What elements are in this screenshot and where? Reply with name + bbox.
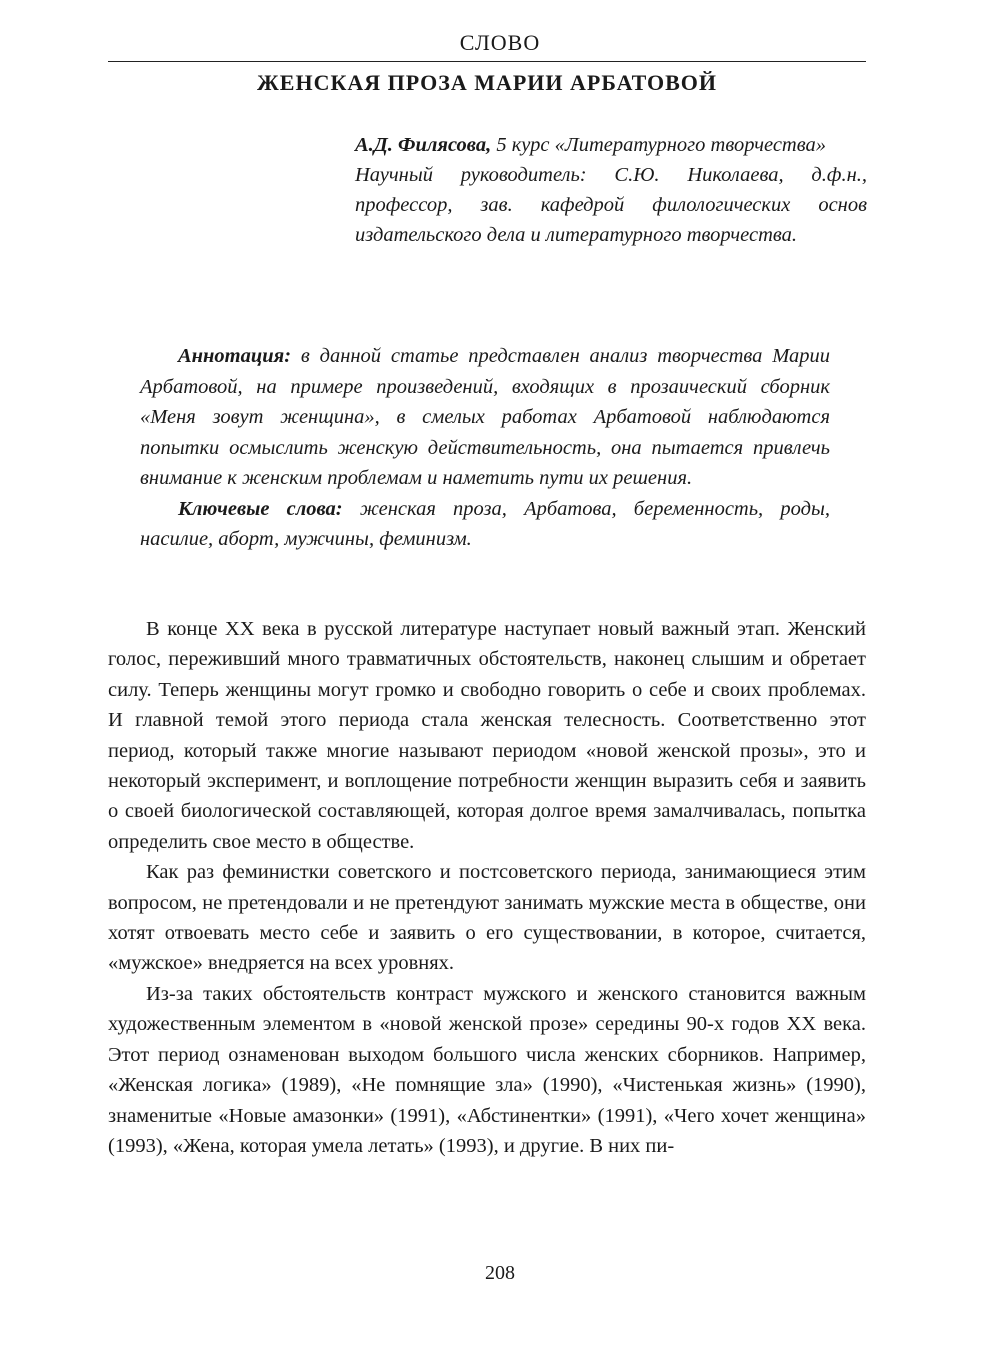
keywords-label: Ключевые слова: (178, 497, 343, 520)
body-paragraph-3: Из-за таких обстоятельств контраст мужского и женского становится важным художественным элементом в «новой женской прозе» середины 90-х годов XX века. Этот период ознаменован выходом большого числа женских сборников. Например, «Женская логика» (1989), «Не помнящие зла» (1990), «Чистенькая жизнь» (1990), знаменитые «Новые амазонки» (1991), «Абстинентки» (1991), «Чего хочет женщина» (1993), «Жена, которая умела летать» (1993), и другие. В них пи- (108, 982, 866, 1157)
supervisor-line: Научный руководитель: С.Ю. Николаева, д.ф.н., профессор, зав. кафедрой филологических основ издательского дела и литературного творчества. (355, 164, 867, 246)
author-line (355, 130, 867, 160)
article-body (108, 614, 866, 1161)
body-paragraph-2: Как раз феминистки советского и постсоветского периода, занимающиеся этим вопросом, не претендовали и не претендуют занимать мужские места в обществе, они хотят отвоевать место себе и заявить о его существовании, в которое, считается, «мужское» внедряется на всех уровнях. (108, 861, 866, 975)
author-course: 5 курс «Литературного творчества» (491, 134, 826, 156)
abstract-label: Аннотация: (178, 345, 292, 367)
author-name: А.Д. Филясова, (355, 134, 492, 156)
header-divider (108, 61, 866, 62)
abstract-text: в данной статье представлен анализ творчества Марии Арбатовой, на примере произведений, входящих в прозаический сборник «Меня зовут женщина», в смелых работах Арбатовой наблюдаются попытки осмыслить женскую действительность, она пытается привлечь внимание к женским проблемам и наметить пути их решения. (140, 345, 830, 489)
abstract-block (140, 341, 830, 555)
running-header: СЛОВО (459, 30, 541, 55)
author-block (355, 130, 867, 250)
keywords-text: женская проза, Арбатова, беременность, роды, насилие, аборт, мужчины, феминизм. (140, 497, 830, 550)
page-number: 208 (485, 1262, 515, 1284)
abstract-paragraph (140, 341, 830, 494)
article-title: ЖЕНСКАЯ ПРОЗА МАРИИ АРБАТОВОЙ (257, 70, 717, 95)
keywords-paragraph (140, 494, 830, 555)
body-paragraph-1: В конце XX века в русской литературе наступает новый важный этап. Женский голос, переживший много травматичных обстоятельств, наконец слышим и обретает силу. Теперь женщины могут громко и свободно говорить о себе и своих проблемах. И главной темой этого периода стала женская телесность. Соответственно этот период, который также многие называют периодом «новой женской прозы», это и некоторый эксперимент, и воплощение потребности женщин выразить себя и заявить о своей биологической составляющей, которая долгое время замалчивалась, попытка определить свое место в обществе. (108, 618, 866, 853)
